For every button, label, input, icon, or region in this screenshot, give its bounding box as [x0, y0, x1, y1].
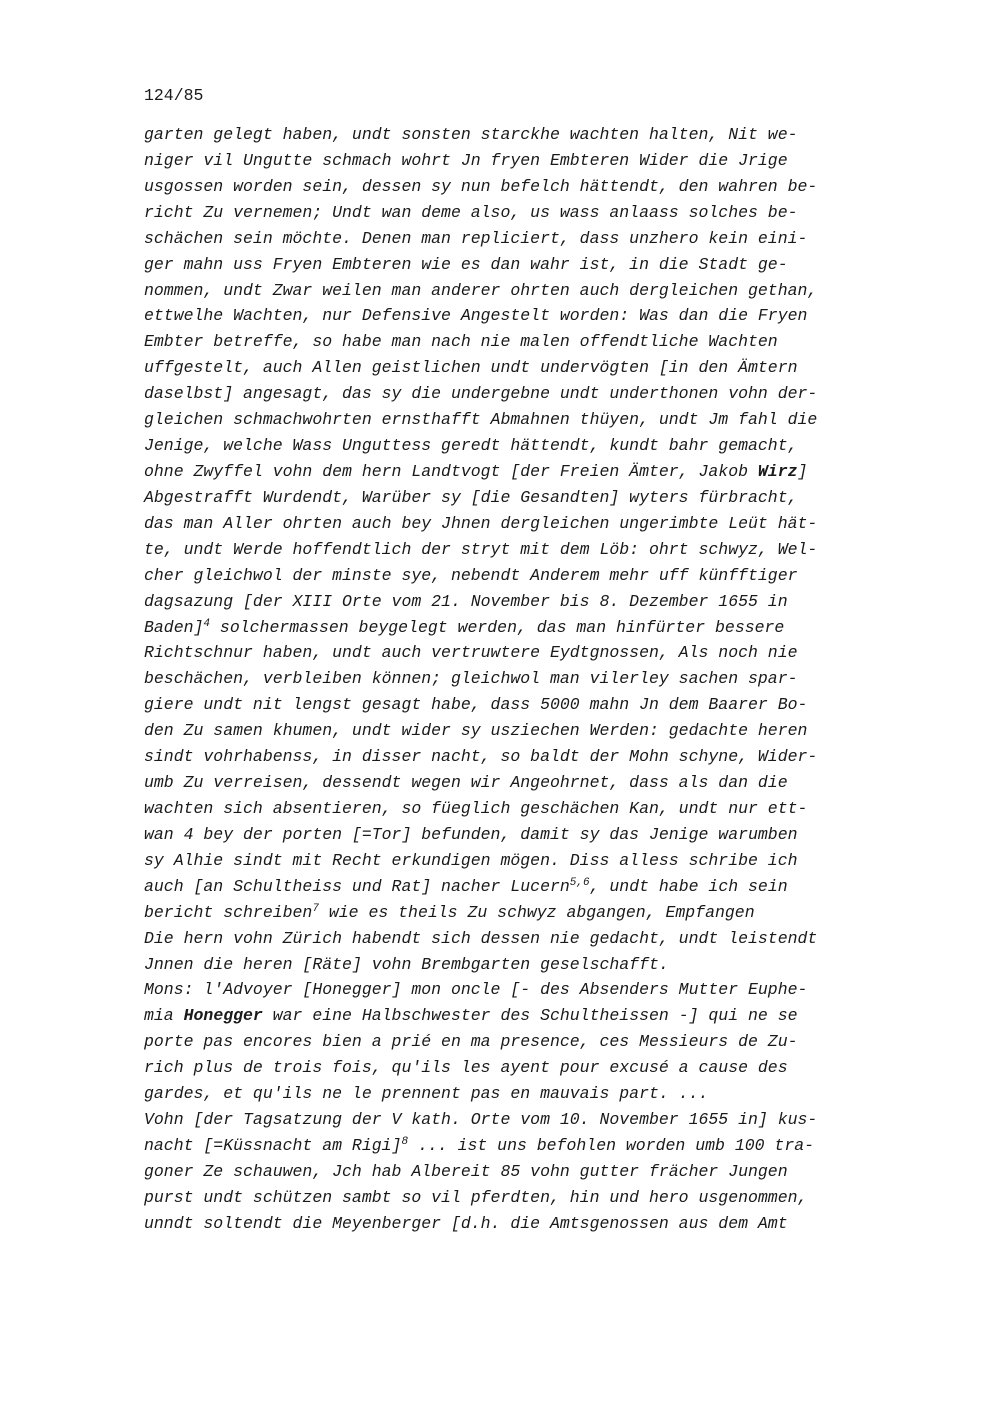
text-segment: te, undt Werde hoffendtlich der stryt mit dem Löb: ohrt schwyz, Wel- [144, 539, 818, 559]
text-line [144, 459, 914, 485]
text-line [144, 407, 914, 433]
text-line [144, 563, 914, 589]
text-segment: Abgestrafft Wurdendt, Warüber sy [die Gesandten] wyters fürbracht, [144, 487, 798, 507]
footnote-marker: 4 [203, 617, 211, 630]
text-segment: dagsazung [der XIII Orte vom 21. November bis 8. Dezember 1655 in [144, 591, 788, 611]
text-line [144, 1081, 914, 1107]
text-segment: sindt vohrhabenss, in disser nacht, so baldt der Mohn schyne, Wider- [144, 747, 818, 767]
text-segment: ohne Zwyffel vohn dem hern Landtvogt [der Freien Ämter, Jakob [144, 461, 758, 481]
text-segment: beschächen, verbleiben können; gleichwol man vilerley sachen spar- [144, 669, 798, 689]
text-segment: schächen sein möchte. Denen man repliciert, dass unzhero kein eini- [144, 228, 808, 248]
bold-name: Wirz [757, 461, 798, 481]
page-number: 124/85 [144, 86, 204, 105]
footnote-marker: 8 [401, 1135, 409, 1148]
text-line [144, 770, 914, 796]
text-line [144, 537, 914, 563]
text-segment: ger mahn uss Fryen Embteren wie es dan wahr ist, in die Stadt ge- [144, 254, 788, 274]
text-line [144, 1185, 914, 1211]
text-segment: cher gleichwol der minste sye, nebendt Anderem mehr uff künfftiger [144, 565, 798, 585]
text-segment: niger vil Ungutte schmach wohrt Jn fryen Embteren Wider die Jrige [144, 150, 788, 170]
text-line [144, 511, 914, 537]
text-segment: garten gelegt haben, undt sonsten starckhe wachten halten, Nit we- [144, 125, 798, 144]
text-segment: wan 4 bey der porten [=Tor] befunden, damit sy das Jenige warumben [144, 824, 798, 844]
text-segment: Jnnen die heren [Räte] vohn Brembgarten geselschafft. [144, 954, 669, 974]
text-line [144, 796, 914, 822]
text-segment: rich plus de trois fois, qu'ils les ayent pour excusé a cause des [144, 1058, 788, 1078]
text-segment: wie es theils Zu schwyz abgangen, Empfangen [318, 902, 755, 922]
text-line [144, 1003, 914, 1029]
text-segment: nommen, undt Zwar weilen man anderer ohrten auch dergleichen gethan, [144, 280, 818, 300]
text-segment: daselbst] angesagt, das sy die undergebne undt underthonen vohn der- [144, 384, 818, 404]
text-line [144, 640, 914, 666]
text-line [144, 977, 914, 1003]
text-line [144, 874, 914, 900]
text-line [144, 303, 914, 329]
text-line [144, 200, 914, 226]
bold-name: Honegger [183, 1006, 263, 1026]
text-line [144, 952, 914, 978]
text-segment: goner Ze schauwen, Jch hab Albereit 85 vohn gutter frächer Jungen [144, 1161, 788, 1181]
text-segment: giere undt nit lengst gesagt habe, dass 5000 mahn Jn dem Baarer Bo- [144, 695, 808, 715]
text-line [144, 744, 914, 770]
text-segment: gleichen schmachwohrten ernsthafft Abmahnen thüyen, undt Jm fahl die [144, 410, 818, 430]
text-line [144, 174, 914, 200]
text-segment: nacht [=Küssnacht am Rigi] [144, 1135, 402, 1155]
text-line [144, 278, 914, 304]
text-line [144, 1159, 914, 1185]
text-line [144, 1107, 914, 1133]
text-line [144, 122, 914, 148]
text-segment: war eine Halbschwester des Schultheissen -] qui ne se [262, 1006, 798, 1026]
text-line [144, 381, 914, 407]
text-line [144, 926, 914, 952]
text-line [144, 433, 914, 459]
footnote-marker: 7 [312, 902, 319, 915]
text-line [144, 1211, 914, 1237]
text-segment: den Zu samen khumen, undt wider sy usziechen Werden: gedachte heren [144, 721, 808, 741]
text-segment: solchermassen beygelegt werden, das man hinfürter bessere [210, 617, 785, 637]
text-line [144, 1133, 914, 1159]
text-line [144, 900, 914, 926]
text-segment: mia [144, 1006, 184, 1026]
text-segment: umb Zu verreisen, dessendt wegen wir Angeohrnet, dass als dan die [144, 773, 788, 793]
text-line [144, 226, 914, 252]
text-line [144, 329, 914, 355]
text-segment: Die hern vohn Zürich habendt sich dessen nie gedacht, undt leistendt [144, 928, 818, 948]
text-line [144, 718, 914, 744]
text-segment: ettwelhe Wachten, nur Defensive Angestelt worden: Was dan die Fryen [144, 306, 808, 326]
text-line [144, 822, 914, 848]
text-segment: unndt soltendt die Meyenberger [d.h. die Amtsgenossen aus dem Amt [144, 1213, 788, 1233]
text-segment: sy Alhie sindt mit Recht erkundigen mögen. Diss alless schribe ich [144, 850, 798, 870]
text-segment: usgossen worden sein, dessen sy nun befelch hättendt, den wahren be- [144, 176, 818, 196]
text-line [144, 252, 914, 278]
text-line [144, 1055, 914, 1081]
text-segment: Embter betreffe, so habe man nach nie malen offendtliche Wachten [144, 332, 778, 352]
text-segment: Mons: l'Advoyer [Honegger] mon oncle [- des Absenders Mutter Euphe- [144, 980, 808, 1000]
text-line [144, 148, 914, 174]
text-line [144, 1029, 914, 1055]
footnote-marker: 5,6 [569, 876, 590, 889]
text-segment: Jenige, welche Wass Unguttess geredt hättendt, kundt bahr gemacht, [144, 436, 798, 456]
text-line [144, 355, 914, 381]
body-text [144, 122, 914, 1237]
text-segment: das man Aller ohrten auch bey Jhnen dergleichen ungerimbte Leüt hät- [144, 513, 818, 533]
text-segment: Vohn [der Tagsatzung der V kath. Orte vom 10. November 1655 in] kus- [144, 1110, 818, 1130]
text-line [144, 848, 914, 874]
text-segment: richt Zu vernemen; Undt wan deme also, us wass anlaass solches be- [144, 202, 798, 222]
text-segment: , undt habe ich sein [589, 876, 788, 896]
text-segment: ] [797, 461, 808, 481]
text-segment: uffgestelt, auch Allen geistlichen undt undervögten [in den Ämtern [144, 358, 798, 378]
text-segment: ... ist uns befohlen worden umb 100 tra- [408, 1135, 815, 1155]
text-segment: porte pas encores bien a prié en ma presence, ces Messieurs de Zu- [144, 1032, 798, 1052]
text-line [144, 666, 914, 692]
text-segment: gardes, et qu'ils ne le prennent pas en mauvais part. ... [144, 1084, 709, 1104]
text-segment: purst undt schützen sambt so vil pferdten, hin und hero usgenommen, [144, 1187, 808, 1207]
text-line [144, 485, 914, 511]
text-line [144, 589, 914, 615]
text-segment: Baden] [144, 617, 204, 637]
text-line [144, 692, 914, 718]
text-line [144, 615, 914, 641]
text-segment: bericht schreiben [144, 902, 313, 922]
text-segment: auch [an Schultheiss und Rat] nacher Lucern [144, 876, 570, 896]
text-segment: wachten sich absentieren, so füeglich geschächen Kan, undt nur ett- [144, 798, 808, 818]
text-segment: Richtschnur haben, undt auch vertruwtere Eydtgnossen, Als noch nie [144, 643, 798, 663]
